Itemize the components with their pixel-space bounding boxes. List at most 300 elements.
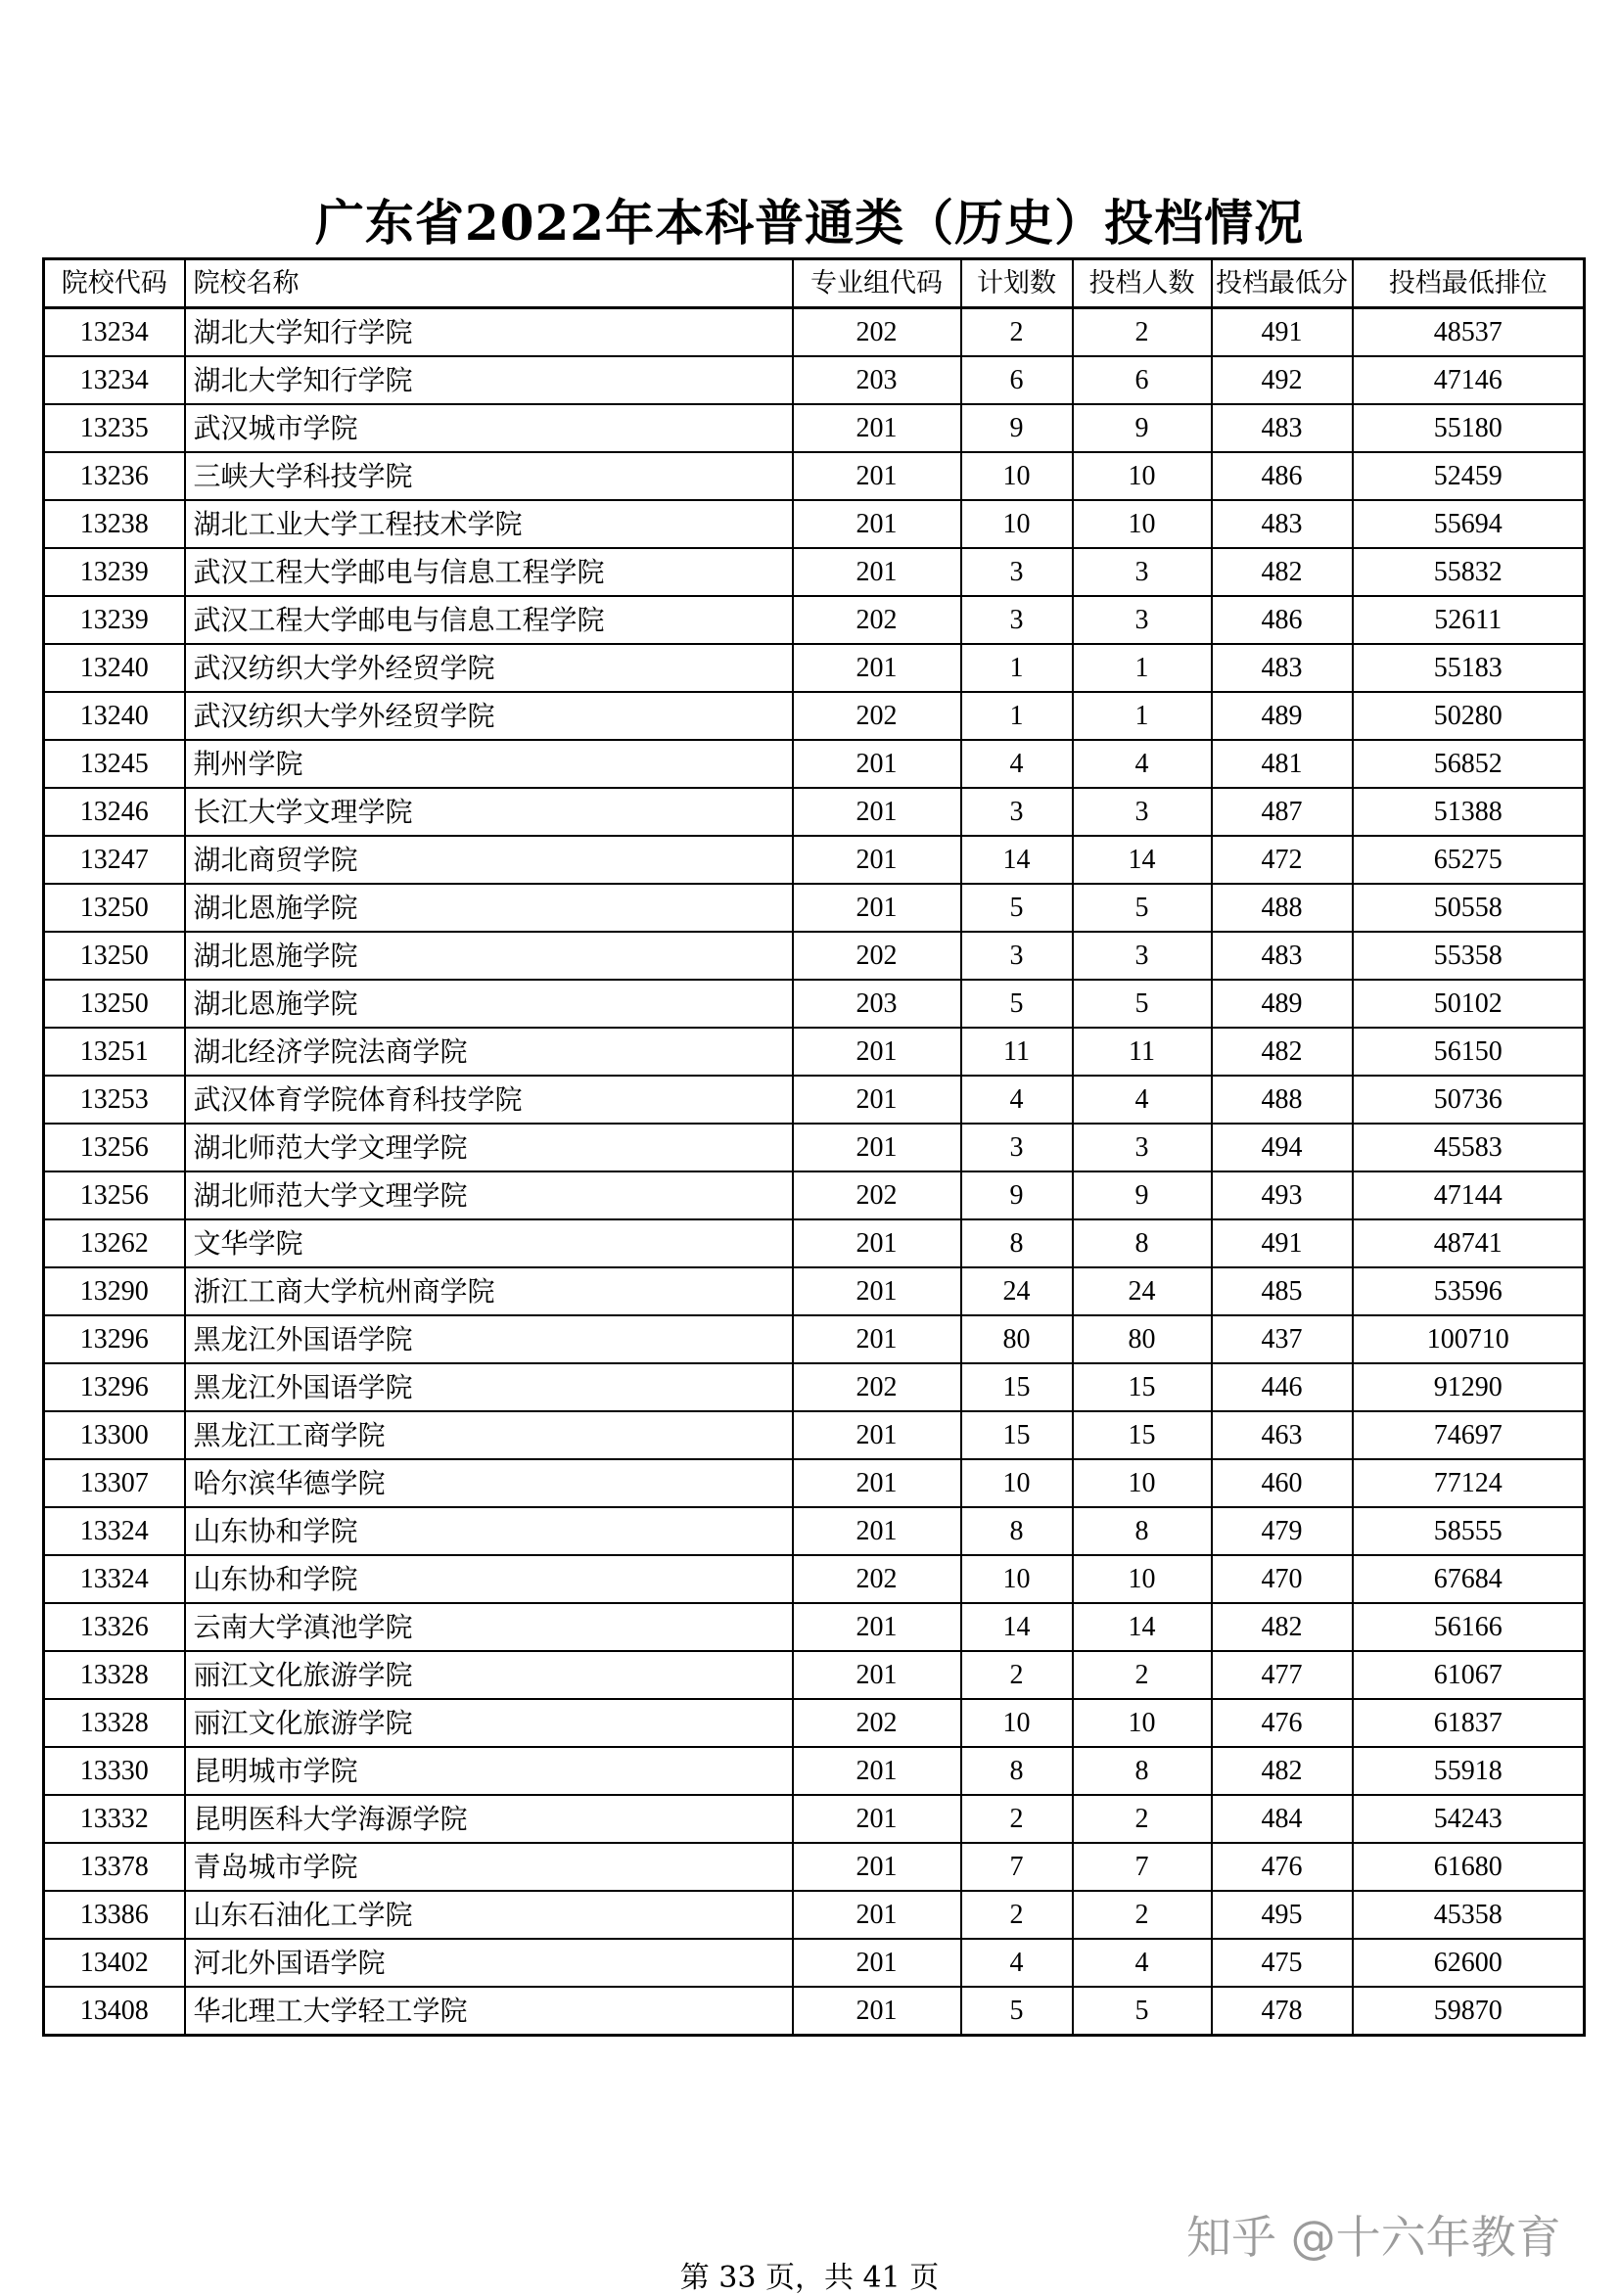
cell-school-code: 13307: [44, 1459, 185, 1507]
cell-min-score: 487: [1212, 788, 1353, 836]
cell-min-score: 484: [1212, 1795, 1353, 1843]
cell-plan-count: 1: [961, 692, 1073, 740]
cell-group-code: 201: [793, 500, 961, 548]
cell-min-score: 446: [1212, 1363, 1353, 1411]
cell-min-score: 482: [1212, 1747, 1353, 1795]
header-admitted-count: 投档人数: [1073, 259, 1212, 308]
cell-admitted-count: 1: [1073, 692, 1212, 740]
cell-group-code: 201: [793, 1987, 961, 2036]
cell-group-code: 201: [793, 452, 961, 500]
cell-school-code: 13239: [44, 548, 185, 596]
cell-admitted-count: 1: [1073, 644, 1212, 692]
cell-min-score: 460: [1212, 1459, 1353, 1507]
cell-plan-count: 4: [961, 1939, 1073, 1987]
cell-plan-count: 10: [961, 1555, 1073, 1603]
table-row: [44, 740, 1585, 788]
cell-school-name: 黑龙江工商学院: [185, 1411, 793, 1459]
cell-min-score: 494: [1212, 1124, 1353, 1171]
cell-admitted-count: 10: [1073, 452, 1212, 500]
cell-min-score: 483: [1212, 404, 1353, 452]
cell-school-code: 13408: [44, 1987, 185, 2036]
cell-school-code: 13250: [44, 932, 185, 980]
cell-min-rank: 50102: [1353, 980, 1585, 1028]
cell-plan-count: 2: [961, 308, 1073, 357]
cell-school-name: 丽江文化旅游学院: [185, 1699, 793, 1747]
cell-group-code: 201: [793, 836, 961, 884]
cell-plan-count: 10: [961, 500, 1073, 548]
cell-min-rank: 51388: [1353, 788, 1585, 836]
cell-min-score: 488: [1212, 884, 1353, 932]
cell-group-code: 201: [793, 1267, 961, 1315]
cell-min-rank: 47146: [1353, 356, 1585, 404]
table-row: [44, 1219, 1585, 1267]
page-footer: 第 33 页，共 41 页: [679, 2261, 940, 2295]
cell-plan-count: 3: [961, 788, 1073, 836]
cell-school-name: 湖北恩施学院: [185, 884, 793, 932]
cell-group-code: 202: [793, 308, 961, 357]
cell-group-code: 201: [793, 1315, 961, 1363]
table-row: [44, 1507, 1585, 1555]
cell-min-rank: 67684: [1353, 1555, 1585, 1603]
cell-admitted-count: 11: [1073, 1028, 1212, 1076]
table-row: [44, 1747, 1585, 1795]
cell-school-name: 三峡大学科技学院: [185, 452, 793, 500]
cell-admitted-count: 4: [1073, 1939, 1212, 1987]
table-row: [44, 788, 1585, 836]
cell-min-rank: 91290: [1353, 1363, 1585, 1411]
cell-school-code: 13250: [44, 980, 185, 1028]
cell-admitted-count: 10: [1073, 1555, 1212, 1603]
cell-min-score: 475: [1212, 1939, 1353, 1987]
cell-min-rank: 50558: [1353, 884, 1585, 932]
cell-group-code: 201: [793, 1124, 961, 1171]
watermark-text: 知乎 @十六年教育: [1186, 2211, 1561, 2264]
cell-group-code: 201: [793, 788, 961, 836]
cell-plan-count: 10: [961, 452, 1073, 500]
cell-school-code: 13324: [44, 1555, 185, 1603]
cell-min-score: 486: [1212, 452, 1353, 500]
cell-min-rank: 74697: [1353, 1411, 1585, 1459]
cell-school-code: 13234: [44, 308, 185, 357]
cell-group-code: 202: [793, 1699, 961, 1747]
cell-min-score: 477: [1212, 1651, 1353, 1699]
cell-school-name: 武汉纺织大学外经贸学院: [185, 692, 793, 740]
cell-school-name: 长江大学文理学院: [185, 788, 793, 836]
cell-school-code: 13240: [44, 692, 185, 740]
cell-group-code: 201: [793, 1795, 961, 1843]
cell-admitted-count: 9: [1073, 404, 1212, 452]
table-row: [44, 1076, 1585, 1124]
cell-group-code: 201: [793, 1219, 961, 1267]
cell-school-code: 13378: [44, 1843, 185, 1891]
table-row: [44, 1939, 1585, 1987]
cell-school-name: 黑龙江外国语学院: [185, 1315, 793, 1363]
cell-group-code: 201: [793, 1891, 961, 1939]
cell-plan-count: 11: [961, 1028, 1073, 1076]
cell-min-rank: 56150: [1353, 1028, 1585, 1076]
table-row: [44, 692, 1585, 740]
cell-admitted-count: 3: [1073, 548, 1212, 596]
cell-school-name: 武汉城市学院: [185, 404, 793, 452]
cell-min-score: 476: [1212, 1699, 1353, 1747]
cell-school-name: 湖北师范大学文理学院: [185, 1171, 793, 1219]
cell-plan-count: 3: [961, 932, 1073, 980]
cell-school-code: 13386: [44, 1891, 185, 1939]
cell-admitted-count: 2: [1073, 308, 1212, 357]
cell-group-code: 203: [793, 356, 961, 404]
cell-school-code: 13330: [44, 1747, 185, 1795]
table-row: [44, 932, 1585, 980]
table-row: [44, 980, 1585, 1028]
cell-admitted-count: 9: [1073, 1171, 1212, 1219]
cell-plan-count: 7: [961, 1843, 1073, 1891]
table-row: [44, 1124, 1585, 1171]
cell-min-score: 482: [1212, 548, 1353, 596]
cell-min-score: 483: [1212, 932, 1353, 980]
cell-school-name: 武汉体育学院体育科技学院: [185, 1076, 793, 1124]
cell-plan-count: 80: [961, 1315, 1073, 1363]
table-row: [44, 1699, 1585, 1747]
cell-min-score: 493: [1212, 1171, 1353, 1219]
cell-min-score: 483: [1212, 644, 1353, 692]
cell-admitted-count: 4: [1073, 740, 1212, 788]
cell-admitted-count: 3: [1073, 596, 1212, 644]
cell-admitted-count: 8: [1073, 1747, 1212, 1795]
cell-min-rank: 58555: [1353, 1507, 1585, 1555]
cell-school-name: 昆明城市学院: [185, 1747, 793, 1795]
table-row: [44, 1987, 1585, 2036]
cell-school-code: 13296: [44, 1315, 185, 1363]
cell-plan-count: 2: [961, 1891, 1073, 1939]
cell-min-rank: 59870: [1353, 1987, 1585, 2036]
cell-plan-count: 5: [961, 884, 1073, 932]
header-min-rank: 投档最低排位: [1353, 259, 1585, 308]
cell-school-name: 湖北恩施学院: [185, 932, 793, 980]
cell-group-code: 201: [793, 1028, 961, 1076]
cell-admitted-count: 10: [1073, 500, 1212, 548]
cell-min-rank: 55918: [1353, 1747, 1585, 1795]
cell-admitted-count: 7: [1073, 1843, 1212, 1891]
cell-min-rank: 45583: [1353, 1124, 1585, 1171]
cell-school-name: 湖北大学知行学院: [185, 308, 793, 357]
cell-admitted-count: 5: [1073, 884, 1212, 932]
cell-plan-count: 3: [961, 548, 1073, 596]
cell-group-code: 202: [793, 932, 961, 980]
cell-min-score: 486: [1212, 596, 1353, 644]
cell-min-rank: 53596: [1353, 1267, 1585, 1315]
cell-min-rank: 56166: [1353, 1603, 1585, 1651]
table-row: [44, 404, 1585, 452]
cell-school-name: 云南大学滇池学院: [185, 1603, 793, 1651]
table-row: [44, 1843, 1585, 1891]
cell-school-code: 13296: [44, 1363, 185, 1411]
cell-plan-count: 24: [961, 1267, 1073, 1315]
table-row: [44, 452, 1585, 500]
cell-admitted-count: 6: [1073, 356, 1212, 404]
table-row: [44, 1315, 1585, 1363]
cell-school-name: 湖北商贸学院: [185, 836, 793, 884]
cell-school-code: 13251: [44, 1028, 185, 1076]
cell-min-score: 482: [1212, 1028, 1353, 1076]
cell-admitted-count: 10: [1073, 1459, 1212, 1507]
cell-school-code: 13236: [44, 452, 185, 500]
cell-plan-count: 8: [961, 1747, 1073, 1795]
cell-school-name: 浙江工商大学杭州商学院: [185, 1267, 793, 1315]
cell-group-code: 202: [793, 596, 961, 644]
cell-min-rank: 55694: [1353, 500, 1585, 548]
cell-group-code: 201: [793, 1411, 961, 1459]
cell-admitted-count: 14: [1073, 836, 1212, 884]
cell-school-code: 13262: [44, 1219, 185, 1267]
table-row: [44, 500, 1585, 548]
cell-group-code: 201: [793, 884, 961, 932]
cell-plan-count: 8: [961, 1507, 1073, 1555]
cell-min-score: 476: [1212, 1843, 1353, 1891]
cell-group-code: 201: [793, 548, 961, 596]
cell-group-code: 202: [793, 1363, 961, 1411]
cell-school-code: 13402: [44, 1939, 185, 1987]
cell-school-code: 13247: [44, 836, 185, 884]
cell-min-rank: 55832: [1353, 548, 1585, 596]
table-row: [44, 1411, 1585, 1459]
cell-admitted-count: 15: [1073, 1363, 1212, 1411]
cell-group-code: 201: [793, 644, 961, 692]
cell-school-code: 13326: [44, 1603, 185, 1651]
cell-school-name: 青岛城市学院: [185, 1843, 793, 1891]
cell-admitted-count: 2: [1073, 1651, 1212, 1699]
cell-min-score: 478: [1212, 1987, 1353, 2036]
cell-school-code: 13256: [44, 1124, 185, 1171]
cell-min-score: 472: [1212, 836, 1353, 884]
cell-min-rank: 100710: [1353, 1315, 1585, 1363]
cell-min-score: 481: [1212, 740, 1353, 788]
cell-min-rank: 48741: [1353, 1219, 1585, 1267]
cell-plan-count: 2: [961, 1795, 1073, 1843]
cell-school-name: 昆明医科大学海源学院: [185, 1795, 793, 1843]
cell-admitted-count: 14: [1073, 1603, 1212, 1651]
cell-min-score: 482: [1212, 1603, 1353, 1651]
table-row: [44, 644, 1585, 692]
cell-plan-count: 9: [961, 404, 1073, 452]
table-row: [44, 1891, 1585, 1939]
cell-school-name: 山东协和学院: [185, 1555, 793, 1603]
cell-plan-count: 9: [961, 1171, 1073, 1219]
cell-admitted-count: 80: [1073, 1315, 1212, 1363]
table-row: [44, 308, 1585, 357]
cell-min-rank: 45358: [1353, 1891, 1585, 1939]
cell-school-name: 河北外国语学院: [185, 1939, 793, 1987]
cell-plan-count: 10: [961, 1699, 1073, 1747]
cell-group-code: 201: [793, 1843, 961, 1891]
table-row: [44, 596, 1585, 644]
cell-school-name: 武汉工程大学邮电与信息工程学院: [185, 548, 793, 596]
cell-school-code: 13240: [44, 644, 185, 692]
cell-min-rank: 55358: [1353, 932, 1585, 980]
table-row: [44, 1459, 1585, 1507]
cell-plan-count: 6: [961, 356, 1073, 404]
table-row: [44, 1171, 1585, 1219]
cell-plan-count: 15: [961, 1411, 1073, 1459]
cell-group-code: 201: [793, 1076, 961, 1124]
table-row: [44, 1795, 1585, 1843]
cell-min-score: 495: [1212, 1891, 1353, 1939]
cell-min-score: 492: [1212, 356, 1353, 404]
cell-admitted-count: 5: [1073, 1987, 1212, 2036]
cell-group-code: 201: [793, 1459, 961, 1507]
cell-school-code: 13253: [44, 1076, 185, 1124]
table-row: [44, 1603, 1585, 1651]
cell-admitted-count: 2: [1073, 1891, 1212, 1939]
cell-school-code: 13328: [44, 1699, 185, 1747]
cell-school-name: 华北理工大学轻工学院: [185, 1987, 793, 2036]
cell-group-code: 201: [793, 404, 961, 452]
header-school-name: 院校名称: [185, 259, 793, 308]
cell-min-rank: 61067: [1353, 1651, 1585, 1699]
table-row: [44, 548, 1585, 596]
cell-min-score: 489: [1212, 980, 1353, 1028]
cell-admitted-count: 2: [1073, 1795, 1212, 1843]
cell-school-code: 13239: [44, 596, 185, 644]
cell-admitted-count: 3: [1073, 932, 1212, 980]
cell-school-name: 黑龙江外国语学院: [185, 1363, 793, 1411]
cell-school-code: 13328: [44, 1651, 185, 1699]
cell-school-code: 13246: [44, 788, 185, 836]
cell-min-score: 488: [1212, 1076, 1353, 1124]
cell-school-name: 湖北大学知行学院: [185, 356, 793, 404]
cell-plan-count: 2: [961, 1651, 1073, 1699]
table-header-row: [44, 259, 1585, 308]
cell-min-rank: 54243: [1353, 1795, 1585, 1843]
cell-admitted-count: 15: [1073, 1411, 1212, 1459]
page-title: 广东省2022年本科普通类（历史）投档情况: [314, 194, 1305, 252]
admission-table: [42, 257, 1586, 2037]
cell-group-code: 201: [793, 1603, 961, 1651]
cell-min-score: 485: [1212, 1267, 1353, 1315]
cell-min-rank: 52459: [1353, 452, 1585, 500]
cell-min-rank: 65275: [1353, 836, 1585, 884]
cell-min-score: 491: [1212, 1219, 1353, 1267]
cell-min-rank: 77124: [1353, 1459, 1585, 1507]
cell-group-code: 201: [793, 1651, 961, 1699]
cell-group-code: 201: [793, 1507, 961, 1555]
cell-min-score: 463: [1212, 1411, 1353, 1459]
cell-plan-count: 14: [961, 836, 1073, 884]
cell-min-score: 470: [1212, 1555, 1353, 1603]
cell-min-rank: 50736: [1353, 1076, 1585, 1124]
cell-min-score: 479: [1212, 1507, 1353, 1555]
cell-min-score: 491: [1212, 308, 1353, 357]
cell-admitted-count: 10: [1073, 1699, 1212, 1747]
cell-school-name: 湖北恩施学院: [185, 980, 793, 1028]
cell-plan-count: 5: [961, 980, 1073, 1028]
cell-min-rank: 62600: [1353, 1939, 1585, 1987]
cell-group-code: 201: [793, 740, 961, 788]
cell-plan-count: 4: [961, 1076, 1073, 1124]
cell-school-name: 荆州学院: [185, 740, 793, 788]
cell-school-code: 13300: [44, 1411, 185, 1459]
header-group-code: 专业组代码: [793, 259, 961, 308]
cell-school-code: 13290: [44, 1267, 185, 1315]
header-plan-count: 计划数: [961, 259, 1073, 308]
cell-group-code: 203: [793, 980, 961, 1028]
table-row: [44, 836, 1585, 884]
cell-admitted-count: 4: [1073, 1076, 1212, 1124]
cell-min-score: 437: [1212, 1315, 1353, 1363]
cell-admitted-count: 8: [1073, 1219, 1212, 1267]
cell-min-rank: 52611: [1353, 596, 1585, 644]
table-row: [44, 1267, 1585, 1315]
table-row: [44, 1028, 1585, 1076]
cell-admitted-count: 24: [1073, 1267, 1212, 1315]
cell-plan-count: 3: [961, 1124, 1073, 1171]
table-row: [44, 884, 1585, 932]
cell-plan-count: 1: [961, 644, 1073, 692]
cell-min-score: 489: [1212, 692, 1353, 740]
cell-plan-count: 15: [961, 1363, 1073, 1411]
cell-school-code: 13250: [44, 884, 185, 932]
cell-school-code: 13245: [44, 740, 185, 788]
cell-school-name: 武汉工程大学邮电与信息工程学院: [185, 596, 793, 644]
cell-min-rank: 55183: [1353, 644, 1585, 692]
cell-school-code: 13332: [44, 1795, 185, 1843]
cell-school-code: 13256: [44, 1171, 185, 1219]
cell-min-rank: 55180: [1353, 404, 1585, 452]
cell-school-name: 湖北经济学院法商学院: [185, 1028, 793, 1076]
cell-group-code: 202: [793, 1171, 961, 1219]
header-min-score: 投档最低分: [1212, 259, 1353, 308]
cell-plan-count: 8: [961, 1219, 1073, 1267]
cell-group-code: 201: [793, 1939, 961, 1987]
cell-plan-count: 10: [961, 1459, 1073, 1507]
cell-plan-count: 3: [961, 596, 1073, 644]
cell-school-code: 13234: [44, 356, 185, 404]
cell-school-name: 丽江文化旅游学院: [185, 1651, 793, 1699]
cell-school-name: 湖北工业大学工程技术学院: [185, 500, 793, 548]
cell-group-code: 201: [793, 1747, 961, 1795]
cell-group-code: 202: [793, 1555, 961, 1603]
cell-admitted-count: 8: [1073, 1507, 1212, 1555]
cell-school-name: 武汉纺织大学外经贸学院: [185, 644, 793, 692]
table-row: [44, 356, 1585, 404]
cell-school-name: 湖北师范大学文理学院: [185, 1124, 793, 1171]
table-row: [44, 1363, 1585, 1411]
cell-school-code: 13238: [44, 500, 185, 548]
table-row: [44, 1555, 1585, 1603]
cell-plan-count: 4: [961, 740, 1073, 788]
cell-school-name: 山东石油化工学院: [185, 1891, 793, 1939]
cell-school-name: 文华学院: [185, 1219, 793, 1267]
header-school-code: 院校代码: [44, 259, 185, 308]
table-row: [44, 1651, 1585, 1699]
cell-school-code: 13324: [44, 1507, 185, 1555]
cell-school-name: 哈尔滨华德学院: [185, 1459, 793, 1507]
cell-admitted-count: 5: [1073, 980, 1212, 1028]
cell-min-rank: 61837: [1353, 1699, 1585, 1747]
cell-school-code: 13235: [44, 404, 185, 452]
cell-admitted-count: 3: [1073, 1124, 1212, 1171]
cell-min-rank: 48537: [1353, 308, 1585, 357]
cell-min-rank: 47144: [1353, 1171, 1585, 1219]
cell-plan-count: 14: [961, 1603, 1073, 1651]
cell-group-code: 202: [793, 692, 961, 740]
cell-min-rank: 50280: [1353, 692, 1585, 740]
cell-admitted-count: 3: [1073, 788, 1212, 836]
cell-min-score: 483: [1212, 500, 1353, 548]
cell-school-name: 山东协和学院: [185, 1507, 793, 1555]
cell-min-rank: 61680: [1353, 1843, 1585, 1891]
cell-min-rank: 56852: [1353, 740, 1585, 788]
cell-plan-count: 5: [961, 1987, 1073, 2036]
